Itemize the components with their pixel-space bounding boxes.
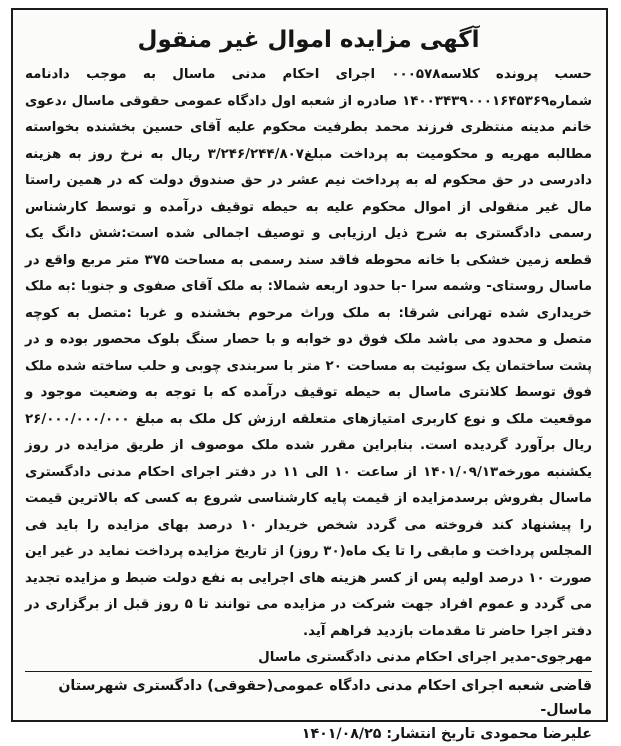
- notice-footer: [25, 674, 592, 746]
- auction-notice: [11, 8, 608, 742]
- notice-title: آگهی مزایده اموال غیر منقول: [137, 27, 480, 53]
- footer-judge-name-date: علیرضا محمودی تاریخ انتشار: ۱۴۰۱/۰۸/۲۵: [301, 726, 592, 742]
- notice-signature: [25, 647, 592, 669]
- footer-divider: [25, 671, 592, 672]
- notice-body: [25, 62, 592, 645]
- notice-body-paragraph: حسب پرونده کلاسه۰۰۰۵۷۸ اجرای احکام مدنی ماسال به موجب دادنامه شماره۱۴۰۰۳۴۳۹۰۰۰۱۶۴۵۳۶۹ صادره از شعبه اول دادگاه عمومی حقوقی ماسال ،دعوی خانم مدینه منتظری فرزند محمد بطرفیت محکوم علیه آقای حسین بخشنده بخواسته مطالبه مهریه و محکومیت به پرداخت مبلغ۳/۲۴۶/۲۴۴/۸۰۷ ریال به نرخ روز به هزینه دادرسی در حق محکوم له به پرداخت نیم عشر در حق صندوق دولت که در همین راستا مال غیر منقولی از اموال محکوم علیه به حیطه توقیف درآمده و توسط کارشناس رسمی دادگستری به شرح ذیل ارزیابی و توصیف اجمالی شده است:شش دانگ یک قطعه زمین خشکی با خانه محوطه فاقد سند رسمی به مساحت ۳۷۵ متر مربع واقع در ماسال روستای- وشمه سرا -با حدود اربعه شمالا: به ملک آقای صفوی و جنوبا :به ملک خریداری شده تهرانی شرقا: به ملک وراث مرحوم بخشنده و غربا :متصل به کوچه متصل و محدود می باشد ملک فوق دو خوابه و با حصار سنگ بلوک محصور بوده و در پشت ساختمان یک سوئیت به مساحت ۲۰ متر با سربندی چوبی و حلب ساخته شده ملک فوق توسط کلانتری ماسال به حیطه توقیف درآمده که با توجه به وضعیت موجود و موقعیت ملک و نوع کاربری امتیازهای متعلقه ارزش کل ملک به مبلغ ۲۶/۰۰۰/۰۰۰/۰۰۰ ریال برآورد گردیده است. بنابراین مقرر شده ملک موصوف از طریق مزایده در روز یکشنبه مورخه۱۴۰۱/۰۹/۱۳ از ساعت ۱۰ الی ۱۱ در دفتر اجرای احکام مدنی دادگستری ماسال بفروش برسدمزایده از قیمت پایه کارشناسی شروع به کسی که بالاترین قیمت را پیشنهاد کند فروخته می گردد شخص خریدار ۱۰ درصد بهای مزایده را باید فی المجلس پرداخت و مابقی را تا یک ماه(۳۰ روز) از تاریخ مزایده پرداخت نماید در غیر این صورت ۱۰ درصد اولیه پس از کسر هزینه های اجرایی به نفع دولت ضبط و مزایده تجدید می گردد و عموم افراد جهت شرکت در مزایده می توانند تا ۵ روز قبل از برگزاری در دفتر اجرا حاضر تا مقدمات بازدید فراهم آید.: [25, 67, 593, 639]
- footer-judge-title: قاضی شعبه اجرای احکام مدنی دادگاه عمومی(حقوقی) دادگستری شهرستان ماسال-: [58, 678, 592, 718]
- signature-executor: مهرجوی-مدیر اجرای احکام مدنی دادگستری ماسال: [258, 650, 592, 665]
